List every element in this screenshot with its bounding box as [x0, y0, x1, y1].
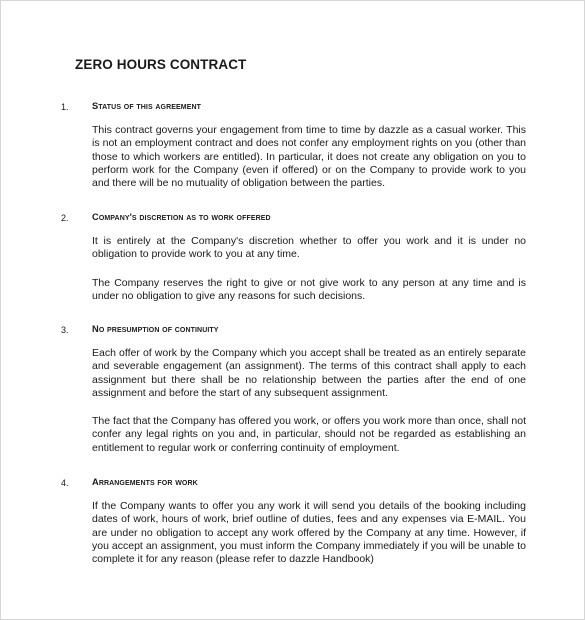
section-4-heading: Arrangements for work	[92, 477, 198, 487]
section-2-paragraph-1: It is entirely at the Company's discretion whether to offer you work and it is under no obligation to provide work to you at any time.	[92, 235, 526, 261]
section-2-heading: Company's discretion as to work offered	[92, 212, 271, 222]
section-3-paragraph-1: Each offer of work by the Company which you accept shall be treated as an entirely separate and severable engagement (an assignment). The terms of this contract shall apply to each assignment but there shall be no relationship between the parties after the end of one assignment and before the start of any subsequent assignment.	[92, 347, 526, 399]
section-1-number: 1.	[61, 102, 69, 112]
section-4-number: 4.	[61, 478, 69, 488]
section-3-paragraph-2: The fact that the Company has offered you work, or offers you work more than once, shall not confer any legal rights on you and, in particular, should not be regarded as establishing an entitlement to regular work or conferring continuity of employment.	[92, 415, 526, 454]
document-title: ZERO HOURS CONTRACT	[75, 57, 247, 72]
section-1-heading: Status of this agreement	[92, 101, 202, 111]
section-4-paragraph-1: If the Company wants to offer you any work it will send you details of the booking including dates of work, hours of work, brief outline of duties, fees and any expenses via E-MAIL. You are under no obligation to accept any work offered by the Company at any time. However, if you accept an assignment, you must inform the Company immediately if you will be unable to complete it for any reason (please refer to dazzle Handbook)	[92, 500, 526, 566]
section-3-heading: No presumption of continuity	[92, 324, 219, 334]
section-1-paragraph-1: This contract governs your engagement from time to time by dazzle as a casual worker. This is not an employment contract and does not confer any employment rights on you (other than those to which workers are entitled). In particular, it does not create any obligation on you to perform work for the Company (even if offered) or on the Company to provide work to you and there will be no mutuality of obligation between the parties.	[92, 124, 526, 190]
section-2-number: 2.	[61, 213, 69, 223]
section-3-number: 3.	[61, 325, 69, 335]
section-2-paragraph-2: The Company reserves the right to give or not give work to any person at any time and is under no obligation to give any reasons for such decisions.	[92, 277, 526, 303]
